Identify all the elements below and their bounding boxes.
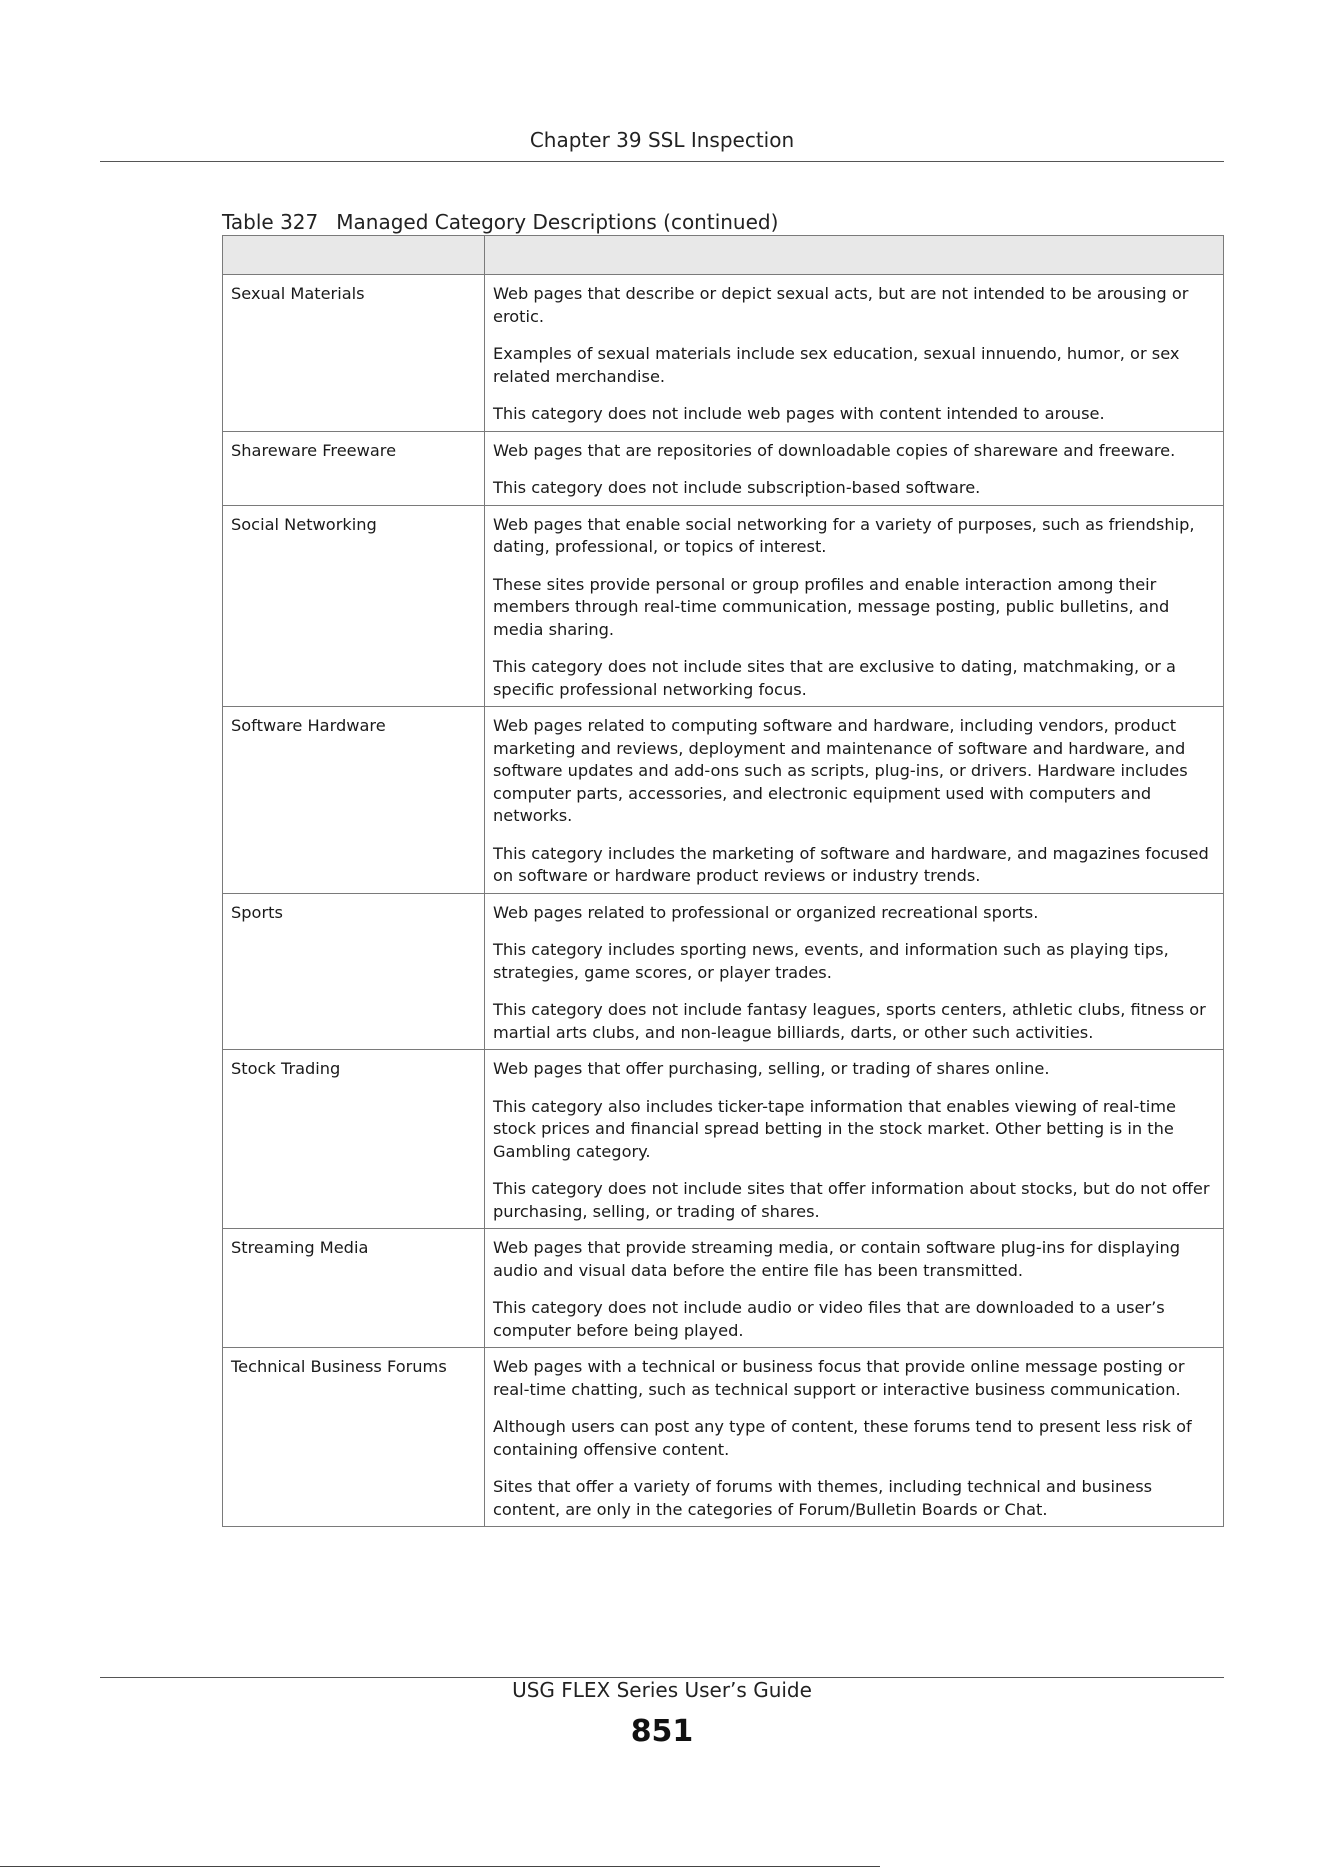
description-paragraph: This category does not include sites that are exclusive to dating, matchmaking, or a specific professional networking focus. bbox=[493, 657, 1176, 699]
description-paragraph: This category also includes ticker-tape information that enables viewing of real-time stock prices and financial spread betting in the stock market. Other betting is in the Gambling category. bbox=[493, 1096, 1176, 1161]
description-paragraph: Web pages that describe or depict sexual acts, but are not intended to be arousing or erotic. bbox=[493, 284, 1189, 326]
description-paragraph: This category includes sporting news, events, and information such as playing tips, strategies, game scores, or player trades. bbox=[493, 940, 1169, 982]
table-header-cell-description bbox=[485, 236, 1224, 275]
table-row bbox=[223, 707, 1224, 894]
bottom-edge-line bbox=[0, 1866, 880, 1867]
category-name-cell: Sports bbox=[223, 893, 485, 1050]
category-name-cell: Shareware Freeware bbox=[223, 431, 485, 505]
table-row bbox=[223, 1229, 1224, 1348]
description-paragraph: This category does not include fantasy leagues, sports centers, athletic clubs, fitness or martial arts clubs, and non-league billiards, darts, or other such activities. bbox=[493, 1000, 1206, 1042]
category-description-cell bbox=[485, 505, 1224, 707]
description-paragraph: Web pages with a technical or business focus that provide online message posting or real-time chatting, such as technical support or interactive business communication. bbox=[493, 1357, 1185, 1399]
description-paragraph: Web pages that enable social networking for a variety of purposes, such as friendship, dating, professional, or topics of interest. bbox=[493, 514, 1195, 556]
category-description-cell bbox=[485, 1348, 1224, 1527]
header-divider bbox=[100, 161, 1224, 162]
description-paragraph: This category does not include subscription-based software. bbox=[493, 478, 981, 497]
description-paragraph: Examples of sexual materials include sex education, sexual innuendo, humor, or sex related merchandise. bbox=[493, 344, 1180, 386]
category-description-cell bbox=[485, 1229, 1224, 1348]
category-name-cell: Streaming Media bbox=[223, 1229, 485, 1348]
table-header-row bbox=[223, 236, 1224, 275]
category-name-cell: Sexual Materials bbox=[223, 275, 485, 432]
description-paragraph: This category does not include audio or video files that are downloaded to a user’s computer before being played. bbox=[493, 1298, 1165, 1340]
footer-title: USG FLEX Series User’s Guide bbox=[512, 1678, 812, 1702]
category-description-cell bbox=[485, 1050, 1224, 1229]
description-paragraph: Web pages that provide streaming media, or contain software plug-ins for displaying audio and visual data before the entire file has been transmitted. bbox=[493, 1238, 1181, 1280]
table-row bbox=[223, 275, 1224, 432]
category-name-cell: Stock Trading bbox=[223, 1050, 485, 1229]
table-caption-label: Table 327 bbox=[222, 210, 319, 234]
category-name-cell: Technical Business Forums bbox=[223, 1348, 485, 1527]
category-description-cell bbox=[485, 893, 1224, 1050]
description-paragraph: These sites provide personal or group profiles and enable interaction among their members through real-time communication, message posting, public bulletins, and media sharing. bbox=[493, 574, 1170, 639]
page-number: 851 bbox=[630, 1714, 694, 1749]
description-paragraph: Web pages related to computing software and hardware, including vendors, product marketing and reviews, deployment and maintenance of software and hardware, and software updates and add-ons such as scripts, plug-ins, or drivers. Hardware includes computer parts, accessories, and electronic equipment used with computers and networks. bbox=[493, 716, 1188, 825]
table-caption-title: Managed Category Descriptions (continued) bbox=[336, 210, 779, 234]
table-header-cell-category bbox=[223, 236, 485, 275]
category-name-cell: Social Networking bbox=[223, 505, 485, 707]
table-caption bbox=[222, 210, 778, 234]
description-paragraph: This category does not include sites that offer information about stocks, but do not offer purchasing, selling, or trading of shares. bbox=[493, 1179, 1210, 1221]
description-paragraph: This category does not include web pages with content intended to arouse. bbox=[493, 404, 1105, 423]
category-name-cell: Software Hardware bbox=[223, 707, 485, 894]
description-paragraph: Web pages that are repositories of downloadable copies of shareware and freeware. bbox=[493, 440, 1176, 460]
description-paragraph: Web pages related to professional or organized recreational sports. bbox=[493, 902, 1039, 922]
table-row bbox=[223, 1348, 1224, 1527]
category-description-cell bbox=[485, 275, 1224, 432]
description-paragraph: Web pages that offer purchasing, selling, or trading of shares online. bbox=[493, 1059, 1050, 1078]
description-paragraph: Although users can post any type of content, these forums tend to present less risk of containing offensive content. bbox=[493, 1417, 1192, 1459]
table-row bbox=[223, 893, 1224, 1050]
table-row bbox=[223, 431, 1224, 505]
table-row bbox=[223, 505, 1224, 707]
table-row bbox=[223, 1050, 1224, 1229]
table-body bbox=[223, 275, 1224, 1527]
chapter-header: Chapter 39 SSL Inspection bbox=[529, 128, 795, 152]
category-descriptions-table bbox=[222, 235, 1224, 1527]
category-description-cell bbox=[485, 431, 1224, 505]
description-paragraph: This category includes the marketing of software and hardware, and magazines focused on software or hardware product reviews or industry trends. bbox=[493, 843, 1209, 885]
category-description-cell bbox=[485, 707, 1224, 894]
description-paragraph: Sites that offer a variety of forums with themes, including technical and business content, are only in the categories of Forum/Bulletin Boards or Chat. bbox=[493, 1477, 1153, 1519]
